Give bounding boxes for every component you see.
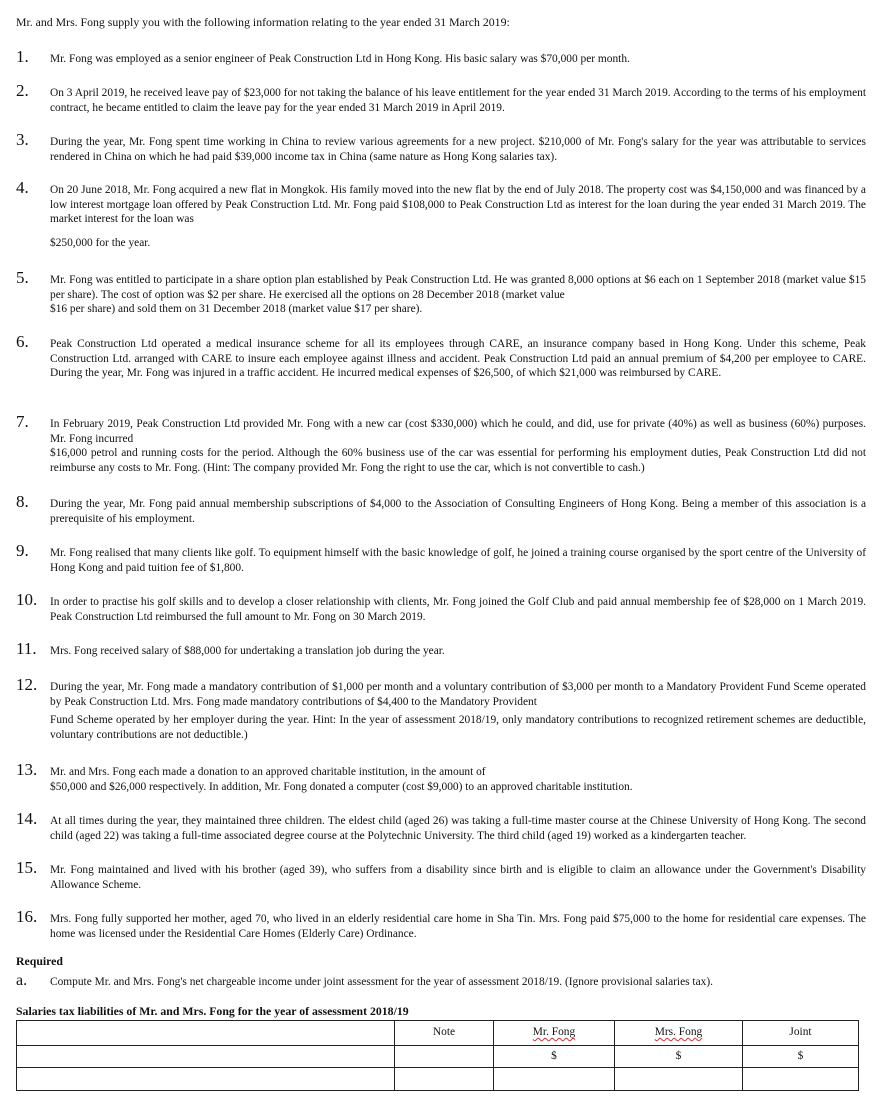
item-paragraph: In February 2019, Peak Construction Ltd provided Mr. Fong with a new car (cost $330,000) which he could, and did, use for private (40%) as well as business (60%) purposes. Mr. Fong incurred xyxy=(50,418,866,445)
salaries-tax-table xyxy=(16,1020,859,1091)
table-cell[interactable] xyxy=(494,1068,615,1091)
list-item-8 xyxy=(16,492,866,526)
item-text xyxy=(50,497,866,526)
item-paragraph: During the year, Mr. Fong paid annual membership subscriptions of $4,000 to the Association of Consulting Engineers of Hong Kong. Being a member of this association is a prerequisite of his employment. xyxy=(50,498,866,525)
intro-text: Mr. and Mrs. Fong supply you with the following information relating to the year ended 31 March 2019: xyxy=(16,15,510,29)
item-paragraph: Mr. and Mrs. Fong each made a donation to an approved charitable institution, in the amount of xyxy=(50,766,486,778)
item-text xyxy=(50,417,866,475)
item-paragraph: Peak Construction Ltd operated a medical insurance scheme for all its employees through CARE, an insurance company based in Hong Kong. Under this scheme, Peak Construction Ltd. arranged with CARE to insure each employee against illness and accident. Peak Construction Ltd paid an annual premium of $4,200 per employee to CARE. During the year, Mr. Fong was injured in a traffic accident. He incurred medical expenses of $26,500, of which $21,000 was reimbursed by CARE. xyxy=(50,338,866,380)
item-number: 4. xyxy=(16,178,29,197)
header-text: Mr. Fong xyxy=(532,1026,576,1038)
item-number: 16. xyxy=(16,907,38,926)
item-text xyxy=(50,546,866,575)
item-text xyxy=(50,863,866,892)
unit-cell xyxy=(17,1046,395,1068)
item-text xyxy=(50,86,866,115)
list-item-4 xyxy=(16,178,866,250)
header-cell-mrs-fong xyxy=(615,1021,743,1046)
item-text xyxy=(50,135,866,164)
item-number: 11. xyxy=(16,639,37,658)
list-item-6 xyxy=(16,332,866,381)
item-text xyxy=(50,52,866,67)
item-paragraph: Mrs. Fong received salary of $88,000 for undertaking a translation job during the year. xyxy=(50,645,445,657)
item-number: 10. xyxy=(16,590,38,609)
item-paragraph: During the year, Mr. Fong spent time working in China to review various agreements for a new project. $210,000 of Mr. Fong's salary for the year was attributable to services rendered in China on which he had paid $39,000 income tax in China (same nature as Hong Kong salaries tax). xyxy=(50,136,866,163)
item-number: 1. xyxy=(16,47,29,66)
item-text xyxy=(50,680,866,742)
header-cell-note: Note xyxy=(395,1021,494,1046)
item-paragraph: $16 per share) and sold them on 31 December 2018 (market value $17 per share). xyxy=(50,303,423,316)
item-paragraph: $250,000 for the year. xyxy=(50,236,151,249)
item-text xyxy=(50,595,866,624)
unit-cell: $ xyxy=(743,1046,859,1068)
item-number: 8. xyxy=(16,492,29,511)
item-letter: a. xyxy=(16,972,28,989)
table-cell[interactable] xyxy=(17,1068,395,1091)
unit-cell: $ xyxy=(615,1046,743,1068)
item-paragraph: During the year, Mr. Fong made a mandatory contribution of $1,000 per month and a voluntary contribution of $3,000 per month to a Mandatory Provident Fund Sceme operated by Peak Construction Ltd. Mrs. Fong made mandatory contributions of $4,400 to the Mandatory Provident xyxy=(50,681,866,708)
table-cell[interactable] xyxy=(743,1068,859,1091)
table-cell[interactable] xyxy=(395,1068,494,1091)
table-cell[interactable] xyxy=(615,1068,743,1091)
item-paragraph: Mr. Fong maintained and lived with his brother (aged 39), who suffers from a disability since birth and is eligible to claim an allowance under the Government's Disability Allowance Scheme. xyxy=(50,864,866,891)
required-item-text: Compute Mr. and Mrs. Fong's net chargeable income under joint assessment for the year of assessment 2018/19. (Ignore provisional salaries tax). xyxy=(50,976,713,988)
list-item-13 xyxy=(16,760,866,794)
header-cell-mr-fong xyxy=(494,1021,615,1046)
list-item-12 xyxy=(16,675,866,742)
required-heading: Required xyxy=(16,954,63,968)
item-number: 15. xyxy=(16,858,38,877)
item-text xyxy=(50,644,866,659)
item-paragraph: Fund Scheme operated by her employer during the year. Hint: In the year of assessment 2018/19, only mandatory contributions to recognized retirement schemes are deductible, voluntary contributions are not deductible.) xyxy=(50,714,866,741)
table-row xyxy=(17,1068,859,1091)
list-item-14 xyxy=(16,809,866,843)
item-text xyxy=(50,912,866,941)
unit-cell xyxy=(395,1046,494,1068)
table-units-row xyxy=(17,1046,859,1068)
header-text: Mrs. Fong xyxy=(654,1026,703,1038)
item-text xyxy=(50,814,866,843)
list-item-7 xyxy=(16,412,866,475)
item-paragraph: Mr. Fong realised that many clients like golf. To equipment himself with the basic knowledge of golf, he joined a training course organised by the sport centre of the University of Hong Kong and paid tuition fee of $1,800. xyxy=(50,547,866,574)
item-paragraph: In order to practise his golf skills and to develop a closer relationship with clients, Mr. Fong joined the Golf Club and paid annual membership fee of $28,000 on 1 March 2019. Peak Construction Ltd reimbursed the full amount to Mr. Fong on 30 March 2019. xyxy=(50,596,866,623)
required-item-a xyxy=(16,972,866,990)
item-number: 14. xyxy=(16,809,38,828)
table-header-row xyxy=(17,1021,859,1046)
list-item-1 xyxy=(16,47,866,67)
item-number: 6. xyxy=(16,332,29,351)
item-number: 3. xyxy=(16,130,29,149)
unit-cell: $ xyxy=(494,1046,615,1068)
list-item-11 xyxy=(16,639,866,659)
item-paragraph: Mrs. Fong fully supported her mother, aged 70, who lived in an elderly residential care home in Sha Tin. Mrs. Fong paid $75,000 to the home for residential care expenses. The home was licensed under the Residential Care Homes (Elderly Care) Ordinance. xyxy=(50,913,866,940)
list-item-16 xyxy=(16,907,866,941)
list-item-2 xyxy=(16,81,866,115)
header-cell-label xyxy=(17,1021,395,1046)
list-item-10 xyxy=(16,590,866,624)
list-item-15 xyxy=(16,858,866,892)
item-number: 9. xyxy=(16,541,29,560)
item-text xyxy=(50,337,866,381)
list-item-9 xyxy=(16,541,866,575)
list-item-3 xyxy=(16,130,866,164)
item-number: 7. xyxy=(16,412,29,431)
item-paragraph: Mr. Fong was entitled to participate in a share option plan established by Peak Construction Ltd. He was granted 8,000 options at $6 each on 1 September 2018 (market value $15 per share). The cost of option was $2 per share. He exercised all the options on 28 December 2018 (market value xyxy=(50,274,866,301)
item-text xyxy=(50,273,866,317)
item-text xyxy=(50,765,866,794)
item-paragraph: On 20 June 2018, Mr. Fong acquired a new flat in Mongkok. His family moved into the new flat by the end of July 2018. The property cost was $4,150,000 and was financed by a low interest mortgage loan offered by Peak Construction Ltd. Mr. Fong paid $108,000 to Peak Construction Ltd as interest for the loan during the year ended 31 March 2019. The market interest for the loan was xyxy=(50,184,866,226)
item-paragraph: Mr. Fong was employed as a senior engineer of Peak Construction Ltd in Hong Kong. His basic salary was $70,000 per month. xyxy=(50,53,630,65)
item-number: 12. xyxy=(16,675,38,694)
list-item-5 xyxy=(16,268,866,317)
header-cell-joint: Joint xyxy=(743,1021,859,1046)
item-number: 2. xyxy=(16,81,29,100)
item-paragraph: $16,000 petrol and running costs for the period. Although the 60% business use of the car was essential for performing his employment duties, Peak Construction Ltd did not reimburse any costs to Mr. Fong. (Hint: The company provided Mr. Fong the right to use the car, which is not convertible to cash.) xyxy=(50,447,866,474)
item-paragraph: On 3 April 2019, he received leave pay of $23,000 for not taking the balance of his leave entitlement for the year ended 31 March 2019. According to the terms of his employment contract, he became entitled to claim the leave pay for the year ended 31 March 2019 in April 2019. xyxy=(50,87,866,114)
item-paragraph: $50,000 and $26,000 respectively. In addition, Mr. Fong donated a computer (cost $9,000) to an approved charitable institution. xyxy=(50,780,633,793)
item-number: 13. xyxy=(16,760,38,779)
item-paragraph: At all times during the year, they maintained three children. The eldest child (aged 26) was taking a full-time master course at the Chinese University of Hong Kong. The second child (aged 22) was taking a full-time associated degree course at the Polytechnic University. The third child (aged 19) worked as a kindergarten teacher. xyxy=(50,815,866,842)
item-text xyxy=(50,183,866,250)
table-title: Salaries tax liabilities of Mr. and Mrs. Fong for the year of assessment 2018/19 xyxy=(16,1004,409,1018)
item-number: 5. xyxy=(16,268,29,287)
